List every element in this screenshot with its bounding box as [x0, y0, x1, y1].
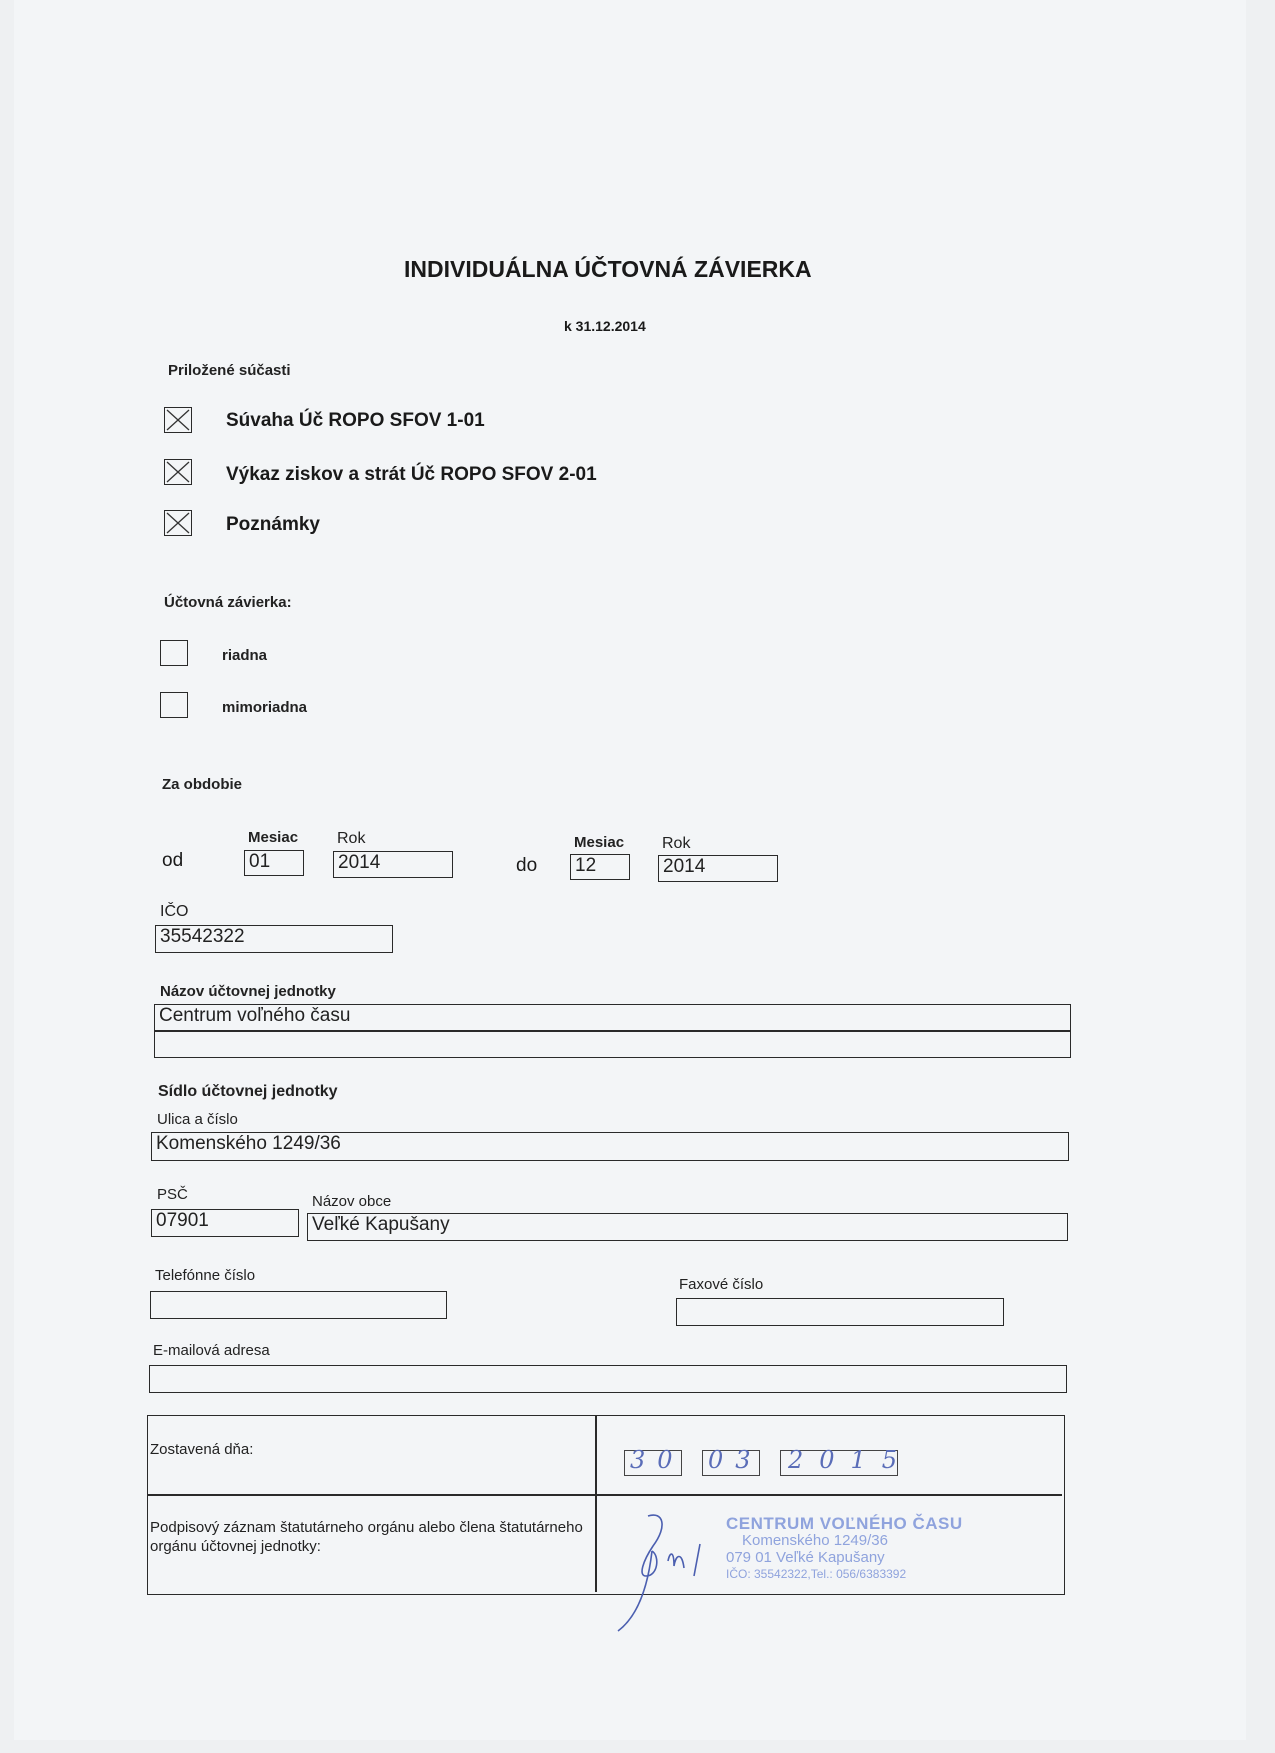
to-year-label: Rok: [662, 835, 691, 852]
city-field[interactable]: Veľké Kapušany: [307, 1213, 1068, 1241]
stamp-line-name: CENTRUM VOĽNÉHO ČASU: [726, 1514, 963, 1533]
email-field[interactable]: [149, 1365, 1067, 1393]
ico-label: IČO: [160, 903, 189, 920]
closing-label-extraordinary: mimoriadna: [222, 699, 308, 716]
attachment-label-income: Výkaz ziskov a strát Úč ROPO SFOV 2-01: [226, 464, 597, 485]
cross-mark-icon: [165, 511, 191, 535]
attachments-heading: Priložené súčasti: [168, 362, 291, 379]
city-label: Názov obce: [312, 1193, 392, 1210]
psc-field[interactable]: 07901: [151, 1209, 299, 1237]
from-month-label: Mesiac: [248, 829, 299, 846]
psc-label: PSČ: [157, 1186, 188, 1203]
to-year-field[interactable]: 2014: [658, 855, 778, 882]
compiled-month-value: 03: [708, 1446, 763, 1474]
stamp-line-contact: IČO: 35542322,Tel.: 056/6383392: [726, 1567, 907, 1581]
handwritten-signature: [608, 1506, 728, 1636]
closing-checkbox-extraordinary[interactable]: [160, 692, 188, 718]
unit-name-line2[interactable]: [154, 1030, 1071, 1058]
phone-field[interactable]: [150, 1291, 447, 1319]
fax-field[interactable]: [676, 1298, 1004, 1326]
phone-label: Telefónne číslo: [155, 1267, 256, 1284]
fax-label: Faxové číslo: [679, 1276, 764, 1293]
ico-field[interactable]: 35542322: [155, 925, 393, 953]
street-label: Ulica a číslo: [157, 1111, 238, 1128]
to-label: do: [516, 855, 538, 876]
signature-label: Podpisový záznam štatutárneho orgánu alebo člena štatutárneho orgánu účtovnej jednotky:: [150, 1519, 583, 1555]
to-month-label: Mesiac: [574, 834, 625, 851]
unit-name-label: Názov účtovnej jednotky: [160, 983, 336, 1000]
table-vertical-divider: [595, 1416, 597, 1592]
attachment-label-balance: Súvaha Úč ROPO SFOV 1-01: [226, 410, 485, 431]
unit-name-line1[interactable]: Centrum voľného času: [154, 1004, 1071, 1032]
attachment-checkbox-notes[interactable]: [164, 510, 192, 536]
closing-heading: Účtovná závierka:: [164, 594, 292, 611]
attachment-checkbox-balance[interactable]: [164, 407, 192, 433]
period-heading: Za obdobie: [162, 776, 242, 793]
form-page: [14, 0, 1246, 1740]
stamp-line-street: Komenského 1249/36: [742, 1532, 888, 1549]
date-line: k 31.12.2014: [564, 318, 646, 334]
to-month-field[interactable]: 12: [570, 854, 630, 880]
from-year-field[interactable]: 2014: [333, 851, 453, 878]
attachment-label-notes: Poznámky: [226, 514, 320, 535]
organization-stamp: [726, 1515, 963, 1583]
cross-mark-icon: [165, 408, 191, 432]
compiled-year-value: 2015: [788, 1446, 914, 1474]
cross-mark-icon: [165, 460, 191, 484]
stamp-line-city: 079 01 Veľké Kapušany: [726, 1549, 885, 1566]
from-month-field[interactable]: 01: [244, 850, 304, 876]
from-year-label: Rok: [337, 830, 366, 847]
document-title: INDIVIDUÁLNA ÚČTOVNÁ ZÁVIERKA: [404, 256, 812, 282]
address-heading: Sídlo účtovnej jednotky: [158, 1083, 338, 1100]
compiled-label: Zostavená dňa:: [150, 1441, 254, 1458]
email-label: E-mailová adresa: [153, 1342, 270, 1359]
table-horizontal-divider: [148, 1494, 1062, 1496]
attachment-checkbox-income[interactable]: [164, 459, 192, 485]
from-label: od: [162, 850, 184, 871]
closing-label-regular: riadna: [222, 647, 268, 664]
closing-checkbox-regular[interactable]: [160, 640, 188, 666]
compiled-day-value: 30: [630, 1446, 685, 1474]
street-field[interactable]: Komenského 1249/36: [151, 1132, 1069, 1161]
